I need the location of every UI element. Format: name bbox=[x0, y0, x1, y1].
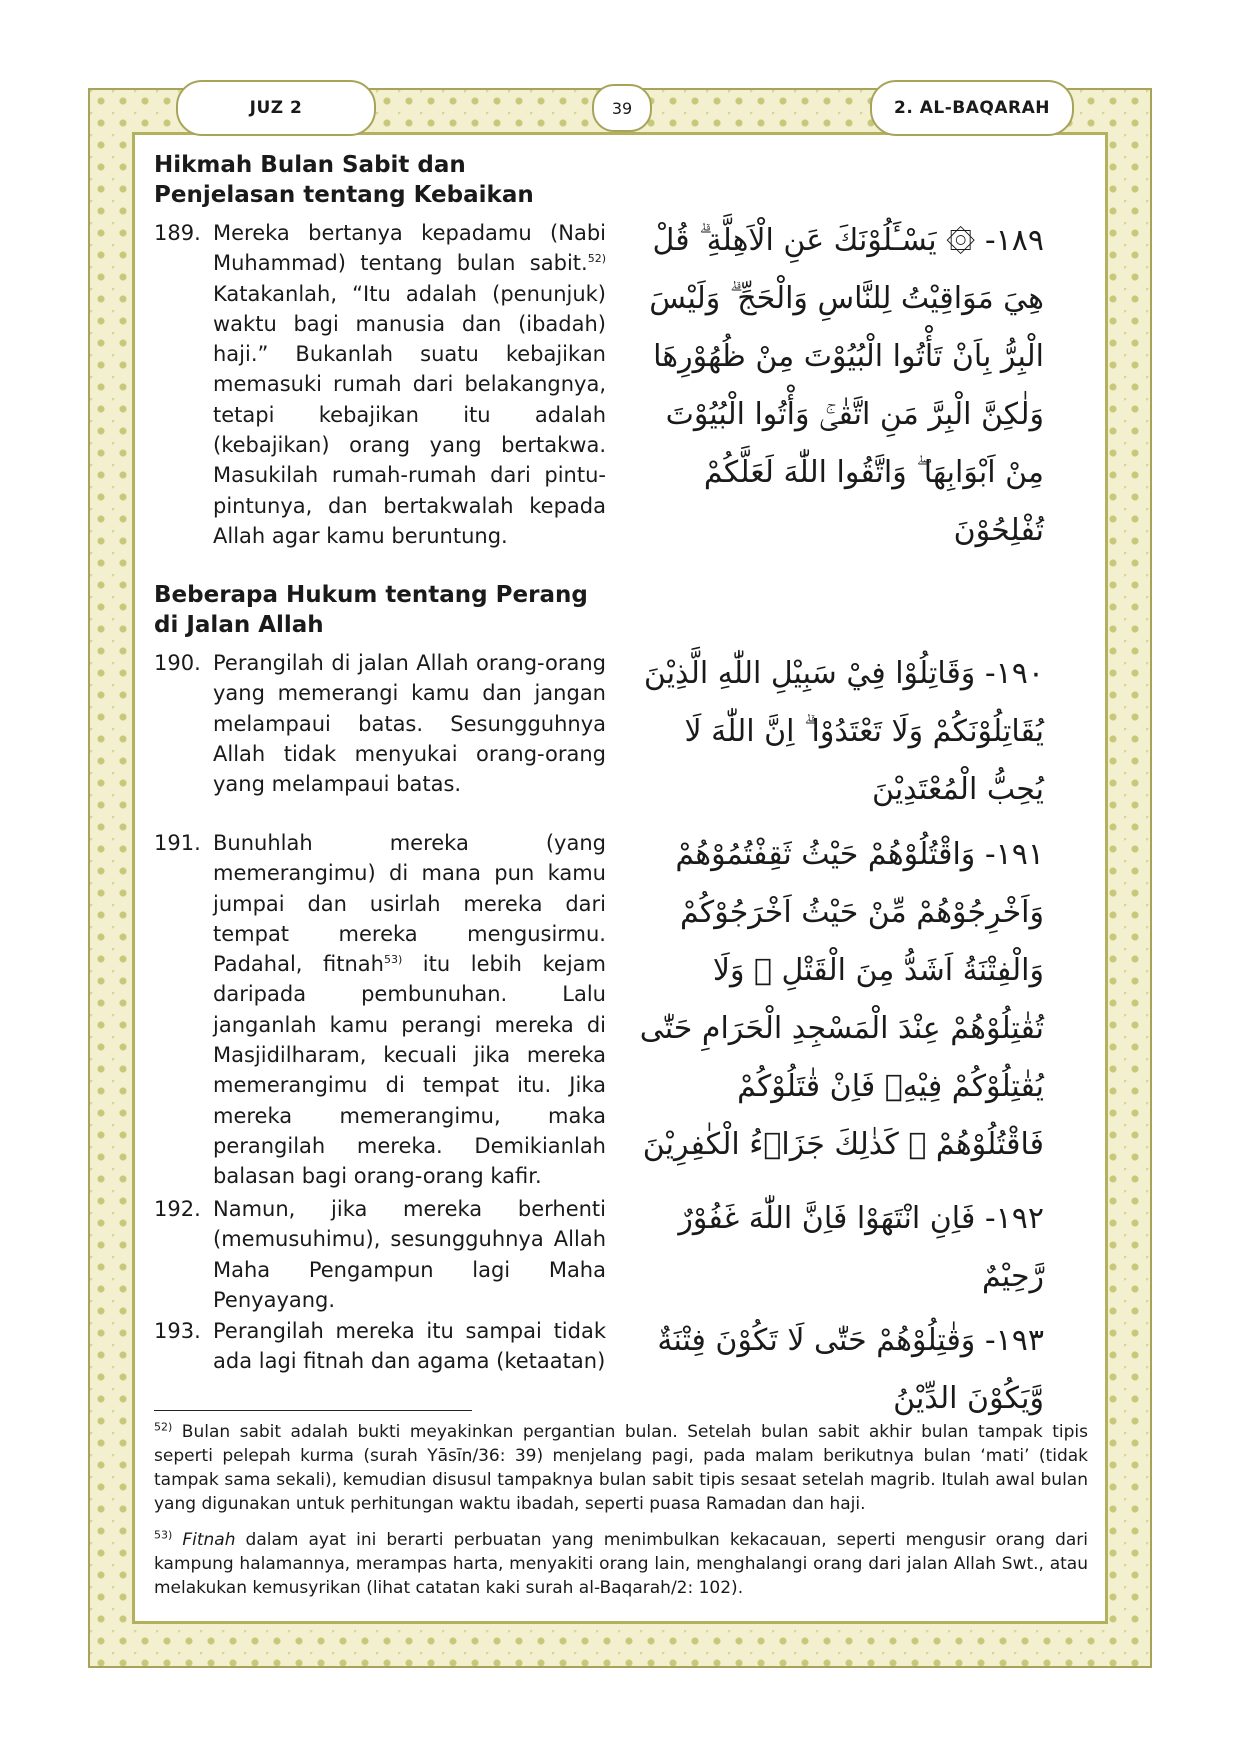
arabic-verse: ١٩١- وَاقْتُلُوْهُمْ حَيْثُ ثَقِفْتُمُوْهُمْ وَاَخْرِجُوْهُمْ مِّنْ حَيْثُ اَخْرَجُوْكُمْ وَالْفِتْنَةُ اَشَدُّ مِنَ الْقَتْلِ ۚ وَلَا تُقٰتِلُوْهُمْ عِنْدَ الْمَسْجِدِ الْحَرَامِ حَتّٰى يُقٰتِلُوْكُمْ فِيْهِۚ فَاِنْ قٰتَلُوْكُمْ فَاقْتُلُوْهُمْ ۗ كَذٰلِكَ جَزَاۤءُ الْكٰفِرِيْنَ bbox=[639, 837, 1044, 1162]
arabic-verse: ١٩٢- فَاِنِ انْتَهَوْا فَاِنَّ اللّٰهَ غَفُوْرٌ رَّحِيْمٌ bbox=[678, 1201, 1044, 1294]
footnote-ref: 52) bbox=[587, 252, 606, 266]
verse-translation bbox=[154, 1194, 606, 1315]
page-number: 39 bbox=[592, 84, 652, 132]
footnote bbox=[154, 1420, 1088, 1516]
footnote-term: Fitnah bbox=[182, 1530, 236, 1550]
footnote-ref: 53) bbox=[383, 953, 403, 967]
section-heading: Hikmah Bulan Sabit dan Penjelasan tentang Kebaikan bbox=[154, 152, 534, 208]
verse-translation bbox=[154, 1316, 606, 1377]
verse-text: Perangilah di jalan Allah orang-orang yang memerangi kamu dan jangan melampaui batas. Sesungguhnya Allah tidak menyukai orang-orang yang melampaui batas. bbox=[213, 651, 606, 797]
footnote bbox=[154, 1528, 1088, 1600]
section-heading: Beberapa Hukum tentang Perang di Jalan Allah bbox=[154, 582, 588, 638]
verse-translation bbox=[154, 218, 606, 551]
verse-text: Perangilah mereka itu sampai tidak ada lagi fitnah dan agama (ketaatan) bbox=[213, 1319, 606, 1374]
verse-number: 189. bbox=[154, 221, 201, 245]
verse-translation bbox=[154, 828, 606, 1192]
verse-number: 192. bbox=[154, 1197, 201, 1221]
verse-text: Namun, jika mereka berhenti (memusuhimu), sesungguhnya Allah Maha Pengampun lagi Maha Penyayang. bbox=[213, 1197, 606, 1312]
surah-label: 2. AL-BAQARAH bbox=[870, 80, 1074, 136]
verse-translation bbox=[154, 648, 606, 799]
verse-text: Katakanlah, “Itu adalah (penunjuk) waktu bagi manusia dan (ibadah) haji.” Bukanlah suatu kebajikan memasuki rumah dari belakangnya, tetapi kebajikan itu adalah (kebajikan) orang yang bertakwa. Masukilah rumah-rumah dari pintu-pintunya, dan bertakwalah kepada Allah agar kamu beruntung. bbox=[213, 281, 606, 548]
verse-number: 191. bbox=[154, 831, 201, 855]
footnote-text: dalam ayat ini berarti perbuatan yang menimbulkan kekacauan, seperti mengusir orang dari kampung halamannya, merampas harta, menyakiti orang lain, menghalangi orang dari jalan Allah Swt., atau melakukan kemusyrikan (lihat catatan kaki surah al-Baqarah/2: 102). bbox=[154, 1530, 1089, 1598]
arabic-verse: ١٨٩- ۞ يَسْـَٔلُوْنَكَ عَنِ الْاَهِلَّةِ ۗ قُلْ هِيَ مَوَاقِيْتُ لِلنَّاسِ وَالْحَجِّ ۗ وَلَيْسَ الْبِرُّ بِاَنْ تَأْتُوا الْبُيُوْتَ مِنْ ظُهُوْرِهَا وَلٰكِنَّ الْبِرَّ مَنِ اتَّقٰىۚ وَأْتُوا الْبُيُوْتَ مِنْ اَبْوَابِهَا ۖ وَاتَّقُوا اللّٰهَ لَعَلَّكُمْ تُفْلِحُوْنَ bbox=[649, 223, 1044, 548]
verse-text: Bunuhlah mereka (yang memerangimu) di mana pun kamu jumpai dan usirlah mereka dari tempat mereka mengusirmu. Padahal, fitnah bbox=[213, 831, 606, 977]
footnote-mark: 53) bbox=[154, 1528, 173, 1542]
footnote-text: Bulan sabit adalah bukti meyakinkan pergantian bulan. Setelah bulan sabit akhir bulan tampak tipis seperti pelepah kurma (surah Yāsīn/36: 39) menjelang pagi, pada malam berikutnya bulan ‘mati’ (tidak tampak sama sekali), kemudian disusul tampaknya bulan sabit tipis sesaat setelah magrib. Itulah awal bulan yang digunakan untuk perhitungan waktu ibadah, seperti puasa Ramadan dan haji. bbox=[154, 1422, 1088, 1514]
verse-number: 190. bbox=[154, 651, 201, 675]
arabic-verse: ١٩٣- وَقٰتِلُوْهُمْ حَتّٰى لَا تَكُوْنَ فِتْنَةٌ وَّيَكُوْنَ الدِّيْنُ bbox=[657, 1323, 1044, 1416]
juz-label: JUZ 2 bbox=[176, 80, 376, 136]
arabic-verse: ١٩٠- وَقَاتِلُوْا فِيْ سَبِيْلِ اللّٰهِ الَّذِيْنَ يُقَاتِلُوْنَكُمْ وَلَا تَعْتَدُوْا ۗ اِنَّ اللّٰهَ لَا يُحِبُّ الْمُعْتَدِيْنَ bbox=[643, 656, 1044, 807]
verse-text: itu lebih kejam daripada pembunuhan. Lalu janganlah kamu perangi mereka di Masjidilharam, kecuali jika mereka memerangimu di tempat itu. Jika mereka memerangimu, maka perangilah mereka. Demikianlah balasan bagi orang-orang kafir. bbox=[213, 952, 606, 1189]
footnote-mark: 52) bbox=[154, 1420, 173, 1434]
verse-number: 193. bbox=[154, 1319, 201, 1343]
verse-text: Mereka bertanya kepadamu (Nabi Muhammad) tentang bulan sabit. bbox=[213, 221, 606, 276]
footnote-divider bbox=[154, 1410, 472, 1411]
